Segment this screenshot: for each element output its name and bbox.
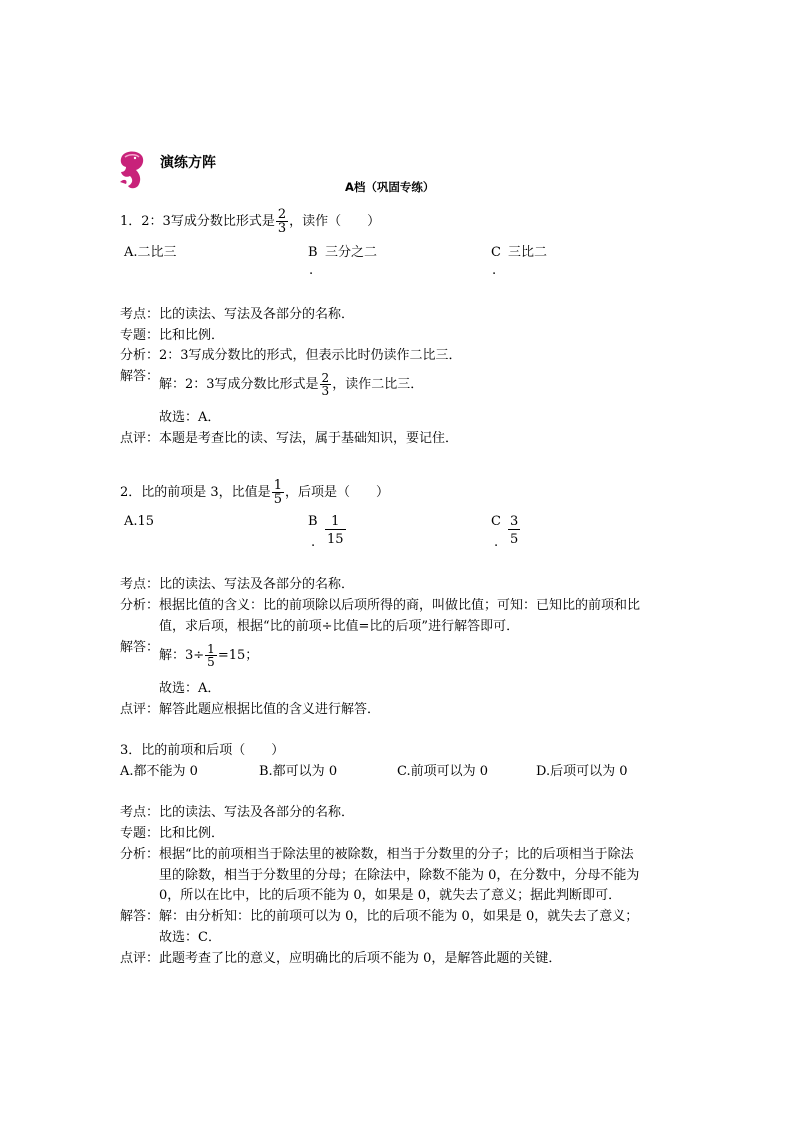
q1-zhuanti-label: 专题： bbox=[120, 328, 160, 343]
q3-zhuanti bbox=[120, 827, 224, 840]
q1-dianping-text: 本题是考查比的读、写法，属于基础知识，要记住． bbox=[159, 431, 459, 446]
q2-frac-num: 1 bbox=[273, 478, 282, 493]
q1-jieda-fraction bbox=[320, 372, 332, 397]
q2-jieda-pre: 解：3÷ bbox=[159, 648, 205, 663]
q2-jieda-den: 5 bbox=[207, 655, 215, 669]
q1-stem-fraction bbox=[276, 208, 288, 235]
q1-option-c-dot: . bbox=[492, 263, 497, 278]
q2-dianping-label: 点评： bbox=[120, 702, 160, 717]
q2-option-c-dot: . bbox=[494, 535, 499, 550]
q1-jieda-label: 解答： bbox=[120, 369, 160, 384]
q3-option-d: D.后项可以为 0 bbox=[536, 764, 628, 779]
q2-jieda-post: =15； bbox=[217, 648, 259, 663]
q1-stem bbox=[120, 208, 380, 235]
q3-jieda bbox=[120, 910, 638, 923]
q3-zhuanti-label: 专题： bbox=[120, 826, 160, 841]
q1-zhuanti bbox=[120, 329, 224, 342]
q1-stem-pre: 1．2：3写成分数比形式是 bbox=[120, 214, 275, 229]
q1-jieda-den: 3 bbox=[321, 384, 330, 398]
q1-kaodian bbox=[120, 308, 354, 321]
q1-jieda-num: 2 bbox=[321, 371, 330, 385]
q1-dianping bbox=[120, 432, 458, 445]
q1-frac-num: 2 bbox=[277, 207, 287, 222]
q2-fenxi-text1: 根据比值的含义：比的前项除以后项所得的商，叫做比值；可知：已知比的前项和比 bbox=[159, 598, 641, 613]
q1-guxuan: 故选：A． bbox=[159, 410, 221, 425]
q1-zhuanti-text: 比和比例． bbox=[159, 328, 225, 343]
q2-kaodian bbox=[120, 578, 354, 591]
q2-jieda-fraction bbox=[205, 643, 217, 668]
q2-jieda-num: 1 bbox=[207, 642, 215, 656]
q1-dianping-label: 点评： bbox=[120, 431, 160, 446]
q2-option-b-num: 1 bbox=[325, 515, 346, 530]
dolphin-logo-icon bbox=[116, 148, 148, 190]
q2-dianping bbox=[120, 703, 380, 716]
q2-jieda bbox=[159, 643, 258, 668]
q1-stem-post: ，读作（ ） bbox=[289, 214, 381, 229]
q2-jieda-label: 解答： bbox=[120, 640, 160, 655]
section-title: 演练方阵 bbox=[160, 155, 216, 171]
q3-fenxi-line1 bbox=[120, 848, 634, 861]
q1-fenxi bbox=[120, 349, 462, 362]
q2-fenxi-line1 bbox=[120, 599, 640, 612]
q2-stem-fraction bbox=[272, 479, 284, 506]
q1-jieda bbox=[159, 372, 423, 397]
q1-option-c-letter: C bbox=[491, 245, 501, 260]
q3-dianping-label: 点评： bbox=[120, 951, 160, 966]
q1-fenxi-label: 分析： bbox=[120, 348, 160, 363]
q3-zhuanti-text: 比和比例． bbox=[159, 826, 225, 841]
q2-stem-post: ，后项是（ ） bbox=[284, 485, 389, 500]
q1-kaodian-text: 比的读法、写法及各部分的名称． bbox=[159, 307, 355, 322]
q3-option-a: A.都不能为 0 bbox=[120, 764, 198, 779]
q2-dianping-text: 解答此题应根据比值的含义进行解答． bbox=[159, 702, 381, 717]
q3-kaodian-text: 比的读法、写法及各部分的名称． bbox=[159, 805, 355, 820]
q2-guxuan: 故选：A． bbox=[159, 681, 221, 696]
q2-option-c-num: 3 bbox=[510, 514, 519, 529]
q1-jieda-post: ，读作二比三． bbox=[332, 377, 424, 392]
q2-option-b-dot: . bbox=[311, 535, 316, 550]
q2-frac-den: 5 bbox=[273, 492, 282, 507]
q1-fenxi-text: 2：3写成分数比的形式，但表示比时仍读作二比三． bbox=[159, 348, 462, 363]
q3-kaodian-label: 考点： bbox=[120, 805, 160, 820]
q1-kaodian-label: 考点： bbox=[120, 307, 160, 322]
q2-option-c-fraction bbox=[508, 515, 520, 546]
q2-option-a: A.15 bbox=[124, 514, 155, 529]
q1-option-b-dot: . bbox=[309, 263, 314, 278]
q2-kaodian-text: 比的读法、写法及各部分的名称． bbox=[159, 577, 355, 592]
q3-fenxi-text1: 根据“比的前项相当于除法里的被除数，相当于分数里的分子；比的后项相当于除法 bbox=[159, 847, 634, 862]
q3-fenxi-line2: 里的除数，相当于分数里的分母；在除法中，除数不能为 0，在分数中，分母不能为 bbox=[159, 868, 640, 883]
q2-fenxi-label: 分析： bbox=[120, 598, 160, 613]
q1-option-a: A.二比三 bbox=[124, 245, 177, 260]
level-title: A档（巩固专练） bbox=[345, 180, 435, 194]
q2-option-c-den: 5 bbox=[510, 532, 519, 547]
q2-option-b-letter: B bbox=[308, 514, 318, 529]
q3-dianping-text: 此题考查了比的意义，应明确比的后项不能为 0，是解答此题的关键． bbox=[159, 951, 562, 966]
q1-option-b-text: 三分之二 bbox=[325, 245, 378, 260]
q2-option-b-den: 15 bbox=[327, 532, 344, 547]
q3-stem: 3．比的前项和后项（ ） bbox=[120, 743, 285, 758]
q2-stem-pre: 2．比的前项是 3，比值是 bbox=[120, 485, 271, 500]
q2-fenxi-line2: 值，求后项，根据“比的前项÷比值=比的后项”进行解答即可． bbox=[159, 619, 520, 634]
q2-option-c-letter: C bbox=[491, 514, 501, 529]
q1-frac-den: 3 bbox=[277, 221, 287, 236]
q3-jieda-text: 解：由分析知：比的前项可以为 0，比的后项不能为 0，如果是 0，就失去了意义； bbox=[159, 909, 639, 924]
q3-option-b: B.都可以为 0 bbox=[259, 764, 338, 779]
q3-jieda-label: 解答： bbox=[120, 909, 160, 924]
q1-option-b-letter: B bbox=[308, 245, 318, 260]
q3-fenxi-label: 分析： bbox=[120, 847, 160, 862]
q3-guxuan: 故选：C． bbox=[159, 930, 221, 945]
q1-jieda-pre: 解：2：3写成分数比形式是 bbox=[159, 377, 319, 392]
q2-stem bbox=[120, 479, 389, 506]
q1-option-c-text: 三比二 bbox=[508, 245, 548, 260]
q3-kaodian bbox=[120, 806, 354, 819]
q3-fenxi-line3: 0，所以在比中，比的后项不能为 0，如果是 0，就失去了意义；据此判断即可． bbox=[159, 888, 622, 903]
q2-kaodian-label: 考点： bbox=[120, 577, 160, 592]
q3-option-c: C.前项可以为 0 bbox=[397, 764, 489, 779]
q3-dianping bbox=[120, 952, 561, 965]
q2-option-b-fraction bbox=[325, 515, 346, 546]
